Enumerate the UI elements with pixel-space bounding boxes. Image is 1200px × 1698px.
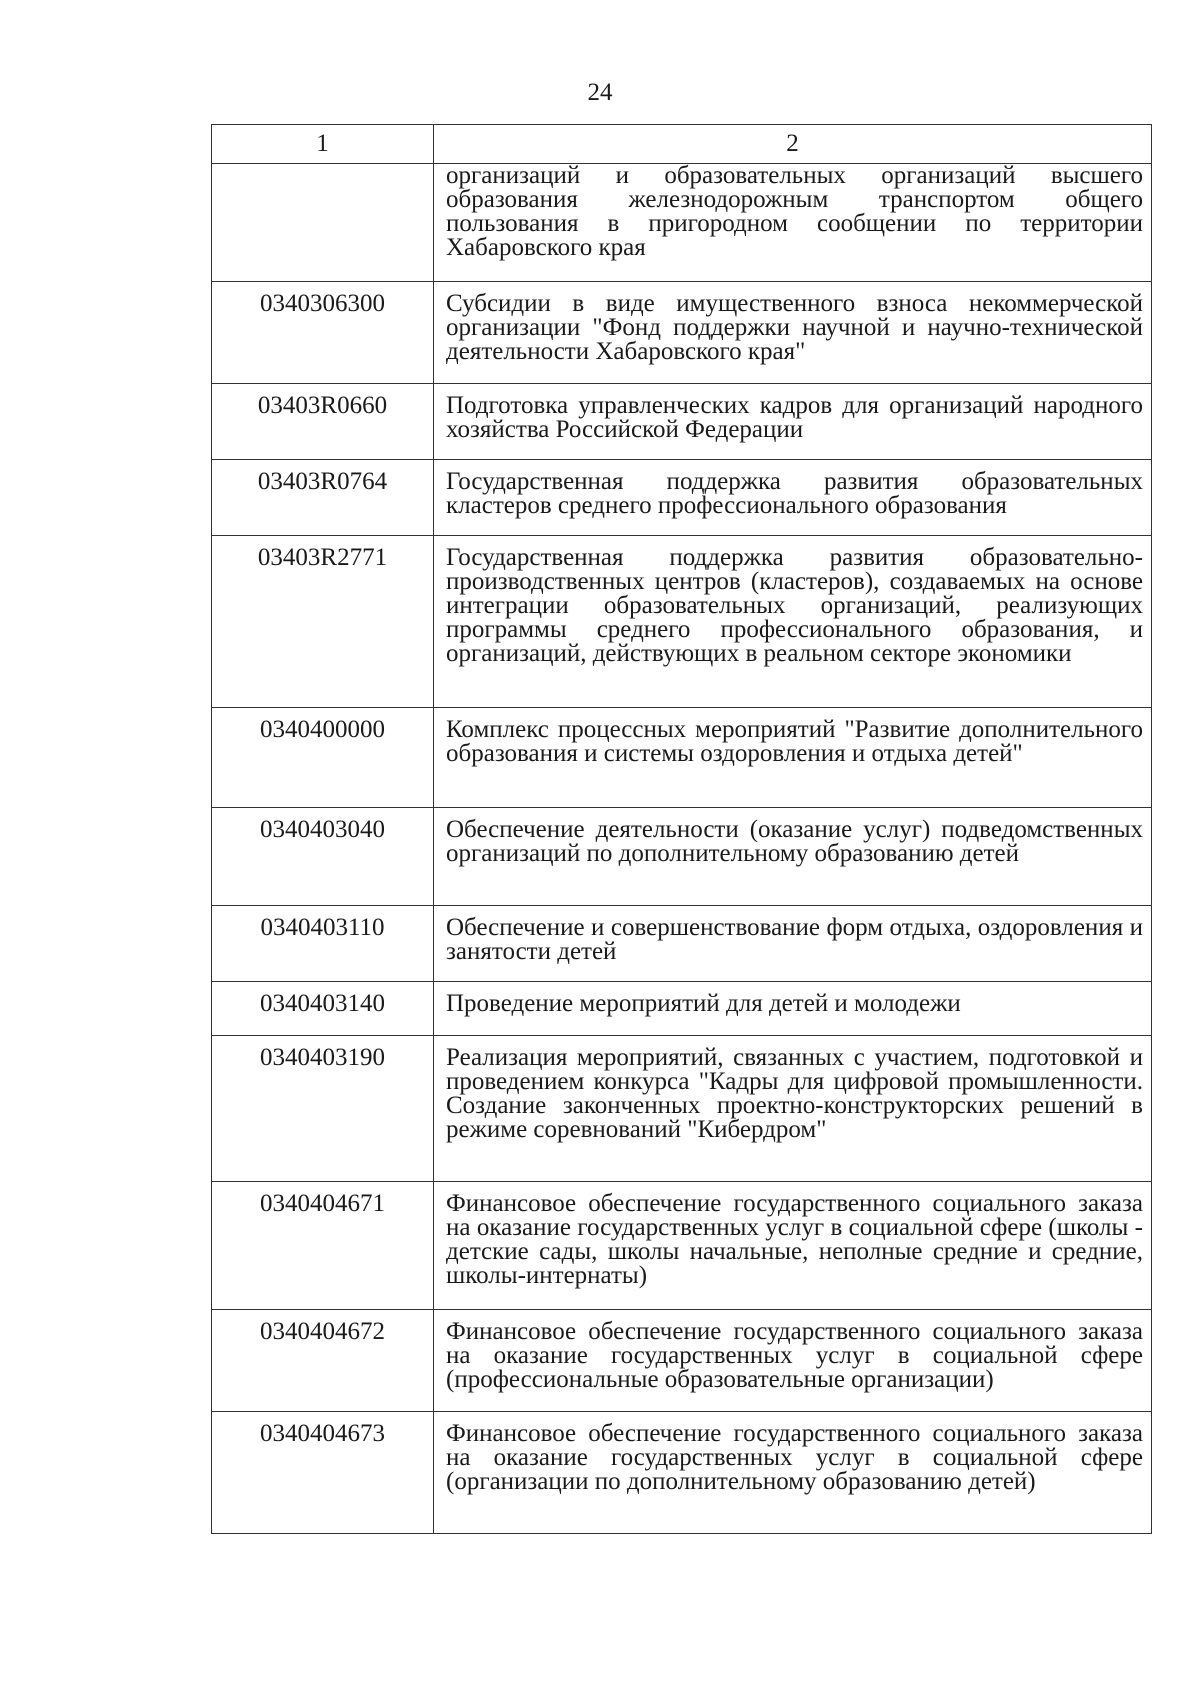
table-row [212,1036,1152,1182]
row-code: 0340306300 [212,282,434,384]
table-row [212,384,1152,460]
row-code: 0340403190 [212,1036,434,1182]
table-row [212,1310,1152,1412]
row-code: 03403R0660 [212,384,434,460]
table-row [212,460,1152,536]
row-description: Подготовка управленческих кадров для организаций народного хозяйства Российской Федерации [434,384,1152,460]
row-description: организаций и образовательных организаций высшего образования железнодорожным транспортом общего пользования в пригородном сообщении по территории Хабаровского края [434,164,1152,282]
table-row [212,808,1152,906]
row-code: 0340403140 [212,982,434,1036]
column-header-description: 2 [434,125,1152,164]
table-header-row [212,125,1152,164]
row-description: Обеспечение и совершенствование форм отдыха, оздоровления и занятости детей [434,906,1152,982]
table-row [212,282,1152,384]
row-description: Субсидии в виде имущественного взноса некоммерческой организации "Фонд поддержки научной и научно-технической деятельности Хабаровского края" [434,282,1152,384]
row-code: 0340404671 [212,1182,434,1310]
row-code: 03403R2771 [212,536,434,708]
row-description: Комплекс процессных мероприятий "Развитие дополнительного образования и системы оздоровления и отдыха детей" [434,708,1152,808]
row-description: Государственная поддержка развития образовательно-производственных центров (кластеров), создаваемых на основе интеграции образовательных организаций, реализующих программы среднего профессионального образования, и организаций, действующих в реальном секторе экономики [434,536,1152,708]
row-description: Финансовое обеспечение государственного социального заказа на оказание государственных услуг в социальной сфере (школы - детские сады, школы начальные, неполные средние и средние, школы-интернаты) [434,1182,1152,1310]
row-code: 0340403110 [212,906,434,982]
column-header-code: 1 [212,125,434,164]
row-description: Финансовое обеспечение государственного социального заказа на оказание государственных услуг в социальной сфере (профессиональные образовательные организации) [434,1310,1152,1412]
table-row [212,164,1152,282]
row-code: 0340403040 [212,808,434,906]
table-row [212,1412,1152,1534]
row-code [212,164,434,282]
row-code: 0340404673 [212,1412,434,1534]
table-row [212,1182,1152,1310]
table-row [212,982,1152,1036]
row-code: 0340404672 [212,1310,434,1412]
row-description: Государственная поддержка развития образовательных кластеров среднего профессионального образования [434,460,1152,536]
row-description: Реализация мероприятий, связанных с участием, подготовкой и проведением конкурса "Кадры для цифровой промышленности. Создание законченных проектно-конструкторских решений в режиме соревнований "Кибердром" [434,1036,1152,1182]
row-description: Проведение мероприятий для детей и молодежи [434,982,1152,1036]
row-description: Финансовое обеспечение государственного социального заказа на оказание государственных услуг в социальной сфере (организации по дополнительному образованию детей) [434,1412,1152,1534]
row-code: 0340400000 [212,708,434,808]
table-row [212,906,1152,982]
page-number: 24 [587,79,613,106]
table-row [212,708,1152,808]
row-code: 03403R0764 [212,460,434,536]
budget-classification-table [211,124,1152,1534]
table-row [212,536,1152,708]
row-description: Обеспечение деятельности (оказание услуг) подведомственных организаций по дополнительному образованию детей [434,808,1152,906]
